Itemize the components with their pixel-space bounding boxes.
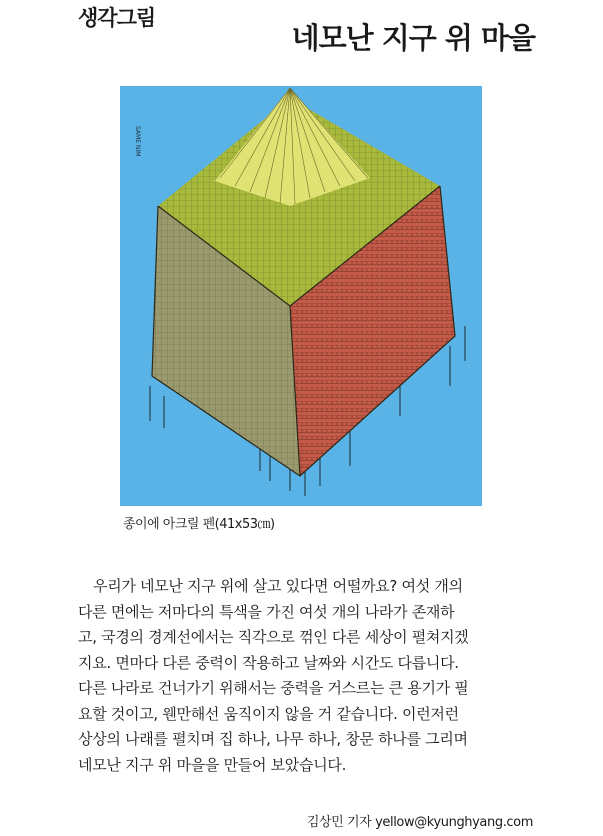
artwork-image: [120, 86, 482, 506]
body-line: 다른 나라로 건너가기 위해서는 중력을 거스르는 큰 용기가 필: [78, 679, 469, 697]
headline: 네모난 지구 위 마을: [291, 21, 535, 55]
section-label: 생각그림: [78, 6, 156, 30]
byline: [307, 811, 533, 830]
article-body: [78, 574, 538, 778]
body-line: 요할 것이고, 웬만해선 움직이지 않을 거 같습니다. 이런저런: [78, 704, 459, 723]
body-line: 다른 면에는 저마다의 특색을 가진 여섯 개의 나라가 존재하: [78, 602, 455, 621]
reporter-name: 김상민 기자: [306, 815, 372, 830]
body-line: 상상의 나래를 펼치며 집 하나, 나무 하나, 창문 하나를 그리며: [78, 730, 468, 748]
body-line: 고, 국경의 경계선에서는 직각으로 꺾인 다른 세상이 펼쳐지겠: [78, 628, 469, 646]
body-line: 지요. 면마다 다른 중력이 작용하고 날짜와 시간도 다릅니다.: [78, 653, 459, 672]
artist-signature: SAME NIM: [134, 126, 141, 157]
reporter-email[interactable]: yellow@kyunghyang.com: [375, 815, 533, 830]
body-line: 우리가 네모난 지구 위에 살고 있다면 어떨까요? 여섯 개의: [93, 577, 463, 595]
artwork-caption: 종이에 아크릴 펜(41x53㎝): [123, 517, 275, 532]
body-line: 네모난 지구 위 마을을 만들어 보았습니다.: [78, 755, 347, 774]
